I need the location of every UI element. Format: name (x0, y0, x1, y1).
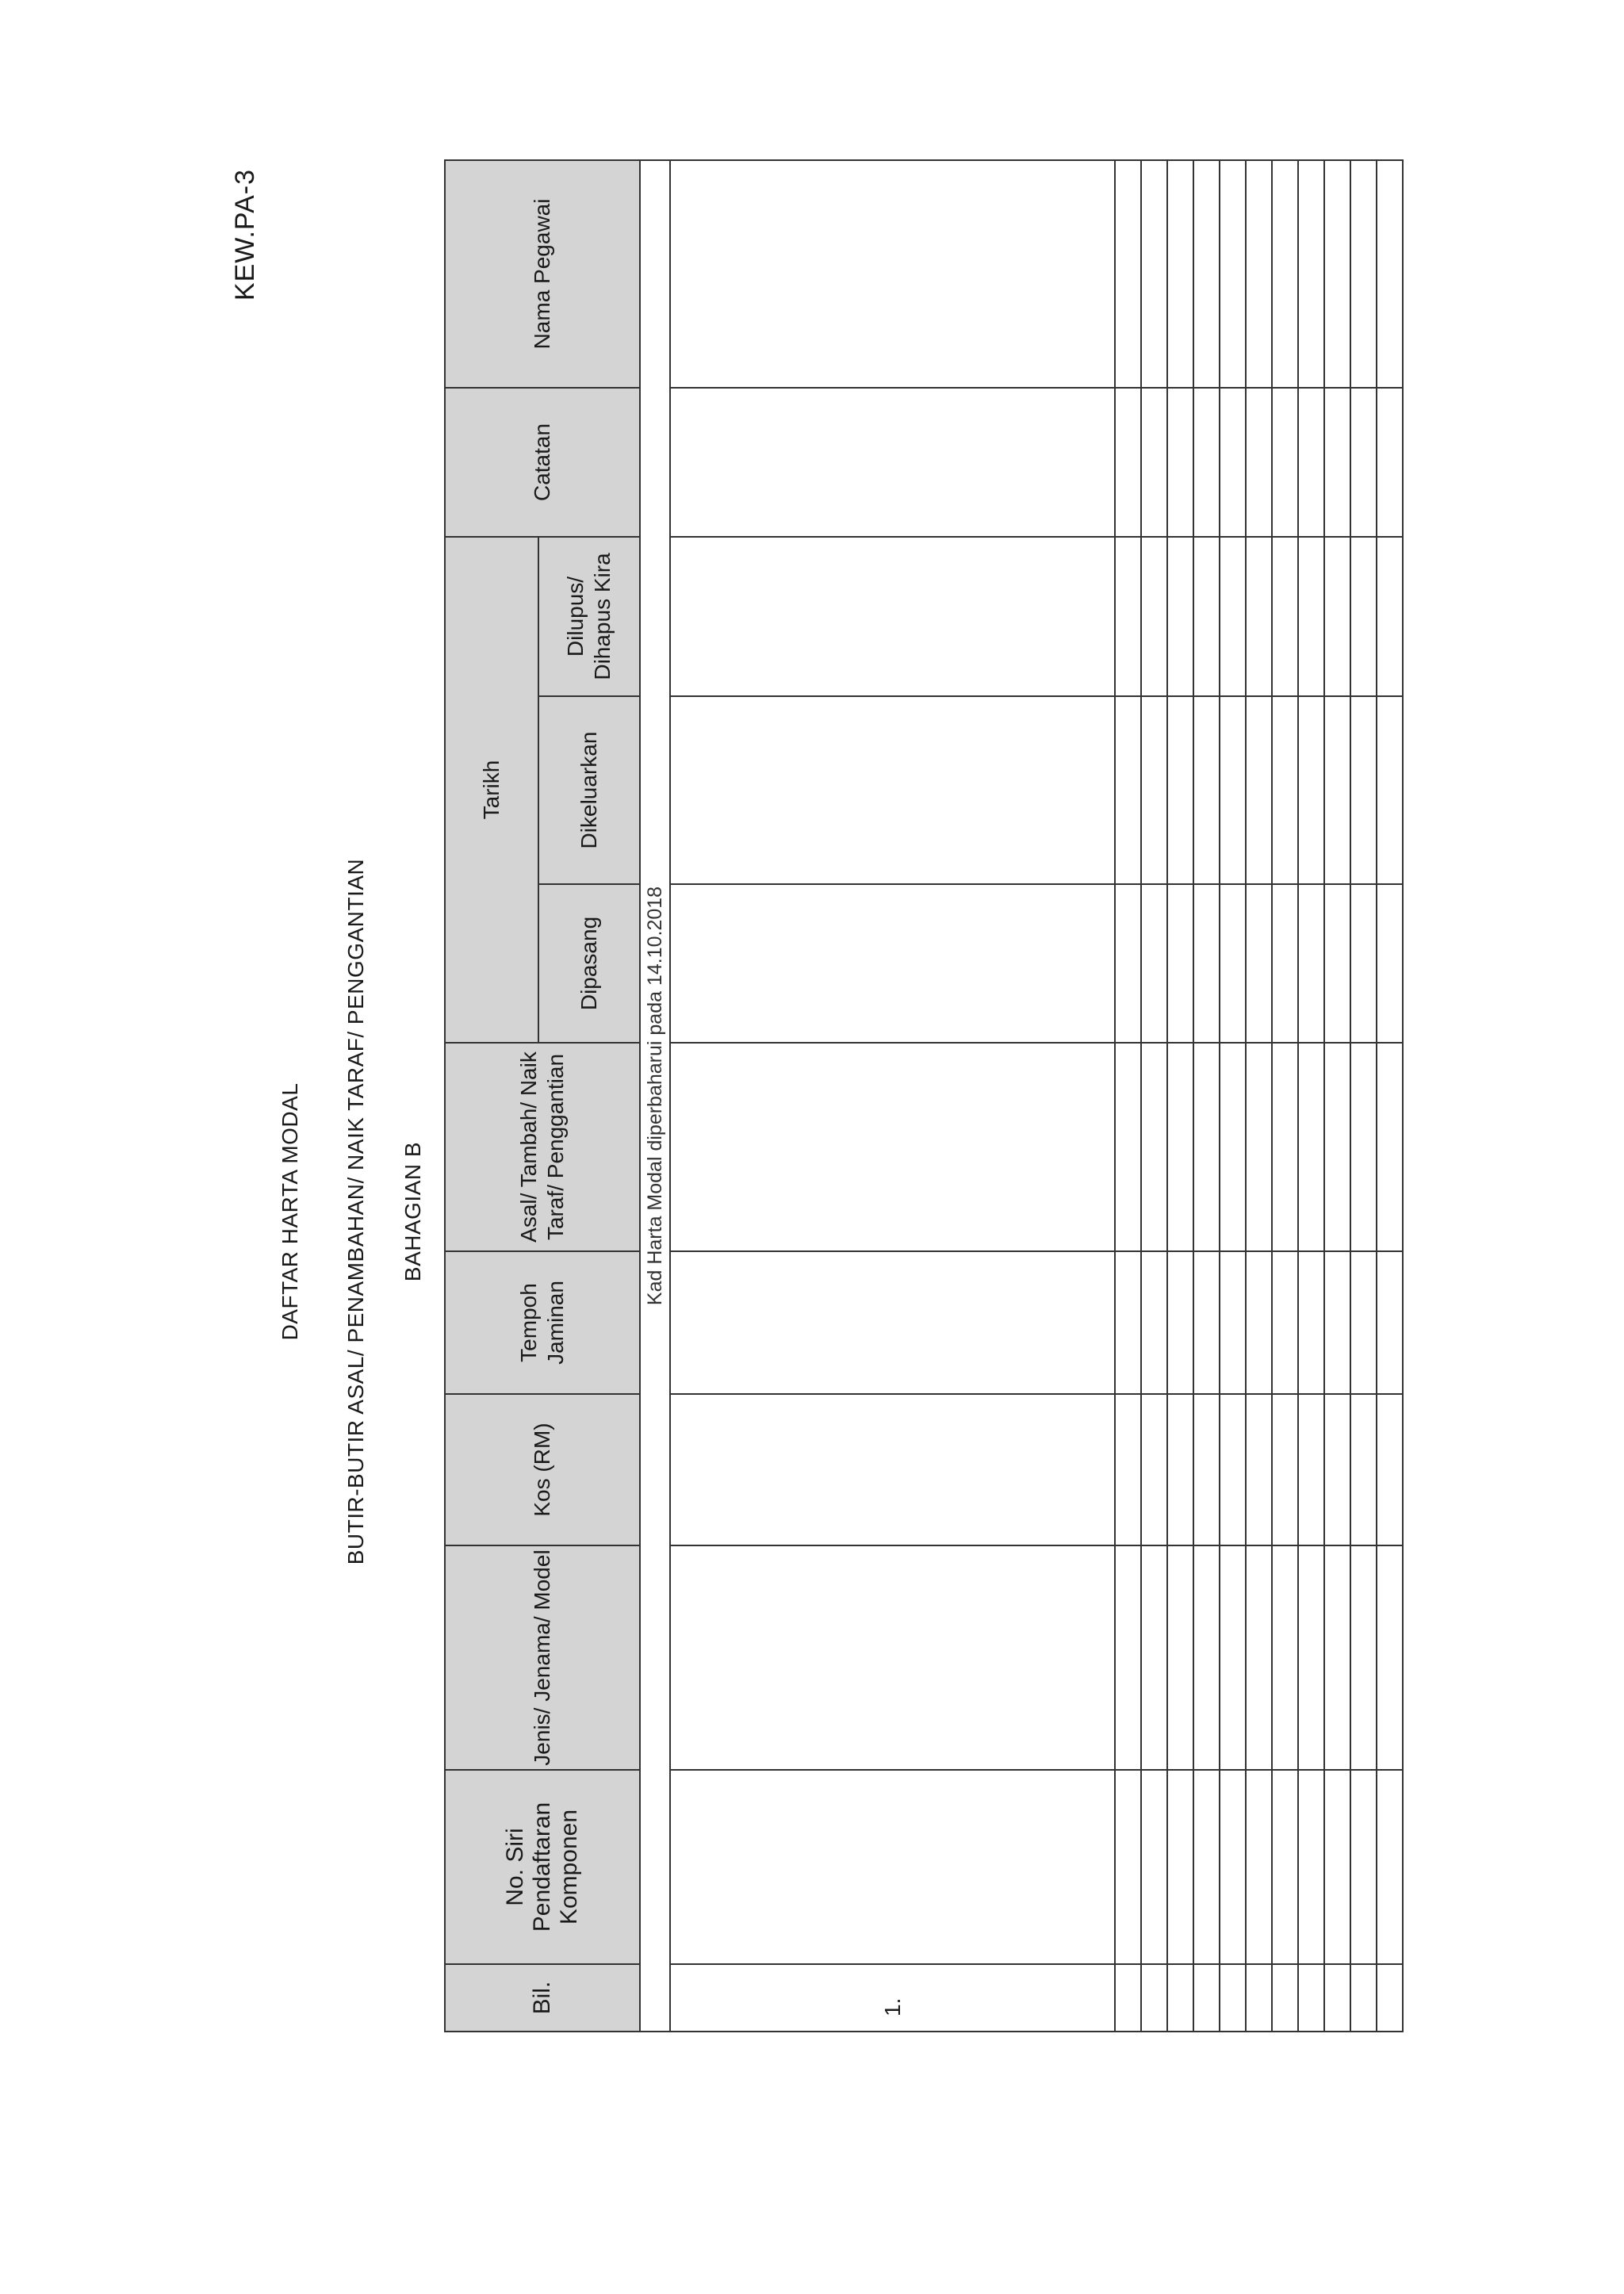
table-cell (1324, 1770, 1350, 1964)
table-cell (1324, 1394, 1350, 1545)
table-cell (1350, 1043, 1377, 1251)
table-cell (1350, 537, 1377, 696)
table-cell (1167, 1394, 1193, 1545)
table-cell (1377, 1545, 1403, 1770)
table-row (1115, 160, 1141, 2032)
table-cell (1324, 696, 1350, 884)
document-title: DAFTAR HARTA MODAL (278, 1082, 302, 1341)
table-cell (1167, 1964, 1193, 2032)
table-cell (1141, 696, 1167, 884)
table-cell (1272, 696, 1298, 884)
table-cell (1272, 1770, 1298, 1964)
table-cell (1246, 1770, 1272, 1964)
header-jenis: Jenis/ Jenama/ Model (445, 1545, 640, 1770)
table-cell (1167, 537, 1193, 696)
table-cell (1272, 884, 1298, 1043)
table-cell (670, 388, 1115, 537)
table-cell (1272, 1394, 1298, 1545)
table-cell (670, 1251, 1115, 1394)
table-cell (1141, 1043, 1167, 1251)
table-cell (1141, 1394, 1167, 1545)
table-cell (670, 1043, 1115, 1251)
table-cell (670, 1394, 1115, 1545)
table-cell (1141, 1770, 1167, 1964)
table-cell (1115, 1251, 1141, 1394)
table-cell (1220, 1251, 1246, 1394)
table-cell (1115, 696, 1141, 884)
table-cell (1115, 537, 1141, 696)
table-cell (1298, 1964, 1324, 2032)
table-row (1220, 160, 1246, 2032)
table-cell (1298, 537, 1324, 696)
table-cell (1220, 537, 1246, 696)
table-cell (670, 537, 1115, 696)
table-cell (1220, 1394, 1246, 1545)
table-cell (670, 696, 1115, 884)
table-row (1272, 160, 1298, 2032)
table-cell (670, 1545, 1115, 1770)
table-cell (1141, 160, 1167, 388)
table-cell (1193, 1043, 1220, 1251)
table-cell (1167, 1545, 1193, 1770)
header-no-siri: No. Siri Pendaftaran Komponen (445, 1770, 640, 1964)
table-cell (1350, 1251, 1377, 1394)
table-cell (1193, 537, 1220, 696)
table-cell (1377, 388, 1403, 537)
table-cell (1193, 884, 1220, 1043)
table-cell (1246, 1043, 1272, 1251)
header-tarikh: Tarikh (445, 537, 538, 1043)
table-cell (1220, 1043, 1246, 1251)
table-cell (1115, 1770, 1141, 1964)
table-cell (1377, 1043, 1403, 1251)
table-row (1167, 160, 1193, 2032)
table-cell (1193, 1251, 1220, 1394)
table-cell (1298, 1251, 1324, 1394)
table-cell (1246, 160, 1272, 388)
section-title: BAHAGIAN B (400, 1141, 425, 1282)
table-cell (1350, 1770, 1377, 1964)
table-cell (1377, 1770, 1403, 1964)
table-cell (1350, 160, 1377, 388)
table-cell (1141, 1545, 1167, 1770)
table-cell (1167, 1043, 1193, 1251)
table-cell (670, 884, 1115, 1043)
table-cell (1324, 160, 1350, 388)
table-cell (1298, 1770, 1324, 1964)
header-catatan: Catatan (445, 388, 640, 537)
table-cell (670, 160, 1115, 388)
table-cell (1324, 1545, 1350, 1770)
table-cell (1246, 388, 1272, 537)
table-cell (1141, 1964, 1167, 2032)
table-cell (1298, 1545, 1324, 1770)
table-cell (1298, 696, 1324, 884)
table-cell (1377, 884, 1403, 1043)
table-cell (1272, 388, 1298, 537)
asset-table (444, 159, 1404, 2032)
table-cell (1272, 1043, 1298, 1251)
table-cell (1377, 1251, 1403, 1394)
table-cell (1246, 696, 1272, 884)
table-row (670, 160, 1115, 2032)
header-nama-pegawai: Nama Pegawai (445, 160, 640, 388)
header-asal: Asal/ Tambah/ Naik Taraf/ Penggantian (445, 1043, 640, 1251)
table-cell (1298, 1394, 1324, 1545)
table-cell (1193, 1394, 1220, 1545)
table-row (1377, 160, 1403, 2032)
table-row (1298, 160, 1324, 2032)
row-number: 1. (670, 1964, 1115, 2032)
table-cell (1220, 696, 1246, 884)
table-cell (1350, 1394, 1377, 1545)
table-cell (1272, 1964, 1298, 2032)
table-cell (1115, 388, 1141, 537)
table-cell (1246, 537, 1272, 696)
table-cell (1115, 160, 1141, 388)
table-cell (1298, 160, 1324, 388)
table-cell (1246, 1545, 1272, 1770)
table-cell (1350, 1964, 1377, 2032)
table-cell (670, 1770, 1115, 1964)
table-cell (1115, 1545, 1141, 1770)
table-cell (1298, 884, 1324, 1043)
table-cell (1167, 1770, 1193, 1964)
document-subtitle: BUTIR-BUTIR ASAL/ PENAMBAHAN/ NAIK TARAF/ PENGGANTIAN (343, 858, 368, 1565)
table-row (1141, 160, 1167, 2032)
table-cell (1115, 1043, 1141, 1251)
table-cell (1220, 388, 1246, 537)
table-cell (1193, 1964, 1220, 2032)
table-cell (1272, 1545, 1298, 1770)
table-cell (1246, 884, 1272, 1043)
table-cell (1115, 1394, 1141, 1545)
table-cell (1324, 388, 1350, 537)
table-cell (1350, 884, 1377, 1043)
form-code: KEW.PA-3 (230, 169, 260, 301)
header-tempoh: Tempoh Jaminan (445, 1251, 640, 1394)
table-cell (1220, 1964, 1246, 2032)
table-cell (1167, 696, 1193, 884)
table-cell (1324, 884, 1350, 1043)
table-cell (1220, 884, 1246, 1043)
table-cell (1324, 1251, 1350, 1394)
table-cell (1193, 1770, 1220, 1964)
table-cell (1377, 537, 1403, 696)
header-dipasang: Dipasang (538, 884, 640, 1043)
table-cell (1350, 1545, 1377, 1770)
table-cell (1272, 1251, 1298, 1394)
table-cell (1298, 1043, 1324, 1251)
table-cell (1193, 1545, 1220, 1770)
footer-note: Kad Harta Modal diperbaharui pada 14.10.2018 (640, 160, 670, 2032)
table-row (1246, 160, 1272, 2032)
table-cell (1141, 884, 1167, 1043)
table-cell (1324, 1043, 1350, 1251)
table-cell (1220, 1545, 1246, 1770)
table-cell (1324, 1964, 1350, 2032)
table-cell (1167, 1251, 1193, 1394)
table-cell (1377, 1964, 1403, 2032)
table-cell (1141, 388, 1167, 537)
table-cell (1141, 1251, 1167, 1394)
table-cell (1377, 160, 1403, 388)
table-cell (1167, 160, 1193, 388)
table-cell (1167, 884, 1193, 1043)
table-cell (1246, 1394, 1272, 1545)
table-cell (1220, 1770, 1246, 1964)
header-bil: Bil. (445, 1964, 640, 2032)
table-cell (1298, 388, 1324, 537)
table-cell (1115, 884, 1141, 1043)
table-row (1193, 160, 1220, 2032)
table-cell (1141, 537, 1167, 696)
table-cell (1115, 1964, 1141, 2032)
table-cell (1220, 160, 1246, 388)
table-cell (1193, 388, 1220, 537)
table-cell (1272, 160, 1298, 388)
table-cell (1324, 537, 1350, 696)
table-row (1324, 160, 1350, 2032)
header-kos: Kos (RM) (445, 1394, 640, 1545)
table-cell (1246, 1251, 1272, 1394)
table-cell (1272, 537, 1298, 696)
table-cell (1350, 388, 1377, 537)
table-cell (1167, 388, 1193, 537)
table-cell (1193, 160, 1220, 388)
header-dilupus: Dilupus/ Dihapus Kira (538, 537, 640, 696)
table-row (1350, 160, 1377, 2032)
table-cell (1193, 696, 1220, 884)
table-cell (1377, 696, 1403, 884)
table-cell (1350, 696, 1377, 884)
table-cell (1377, 1394, 1403, 1545)
header-dikeluarkan: Dikeluarkan (538, 696, 640, 884)
table-cell (1246, 1964, 1272, 2032)
